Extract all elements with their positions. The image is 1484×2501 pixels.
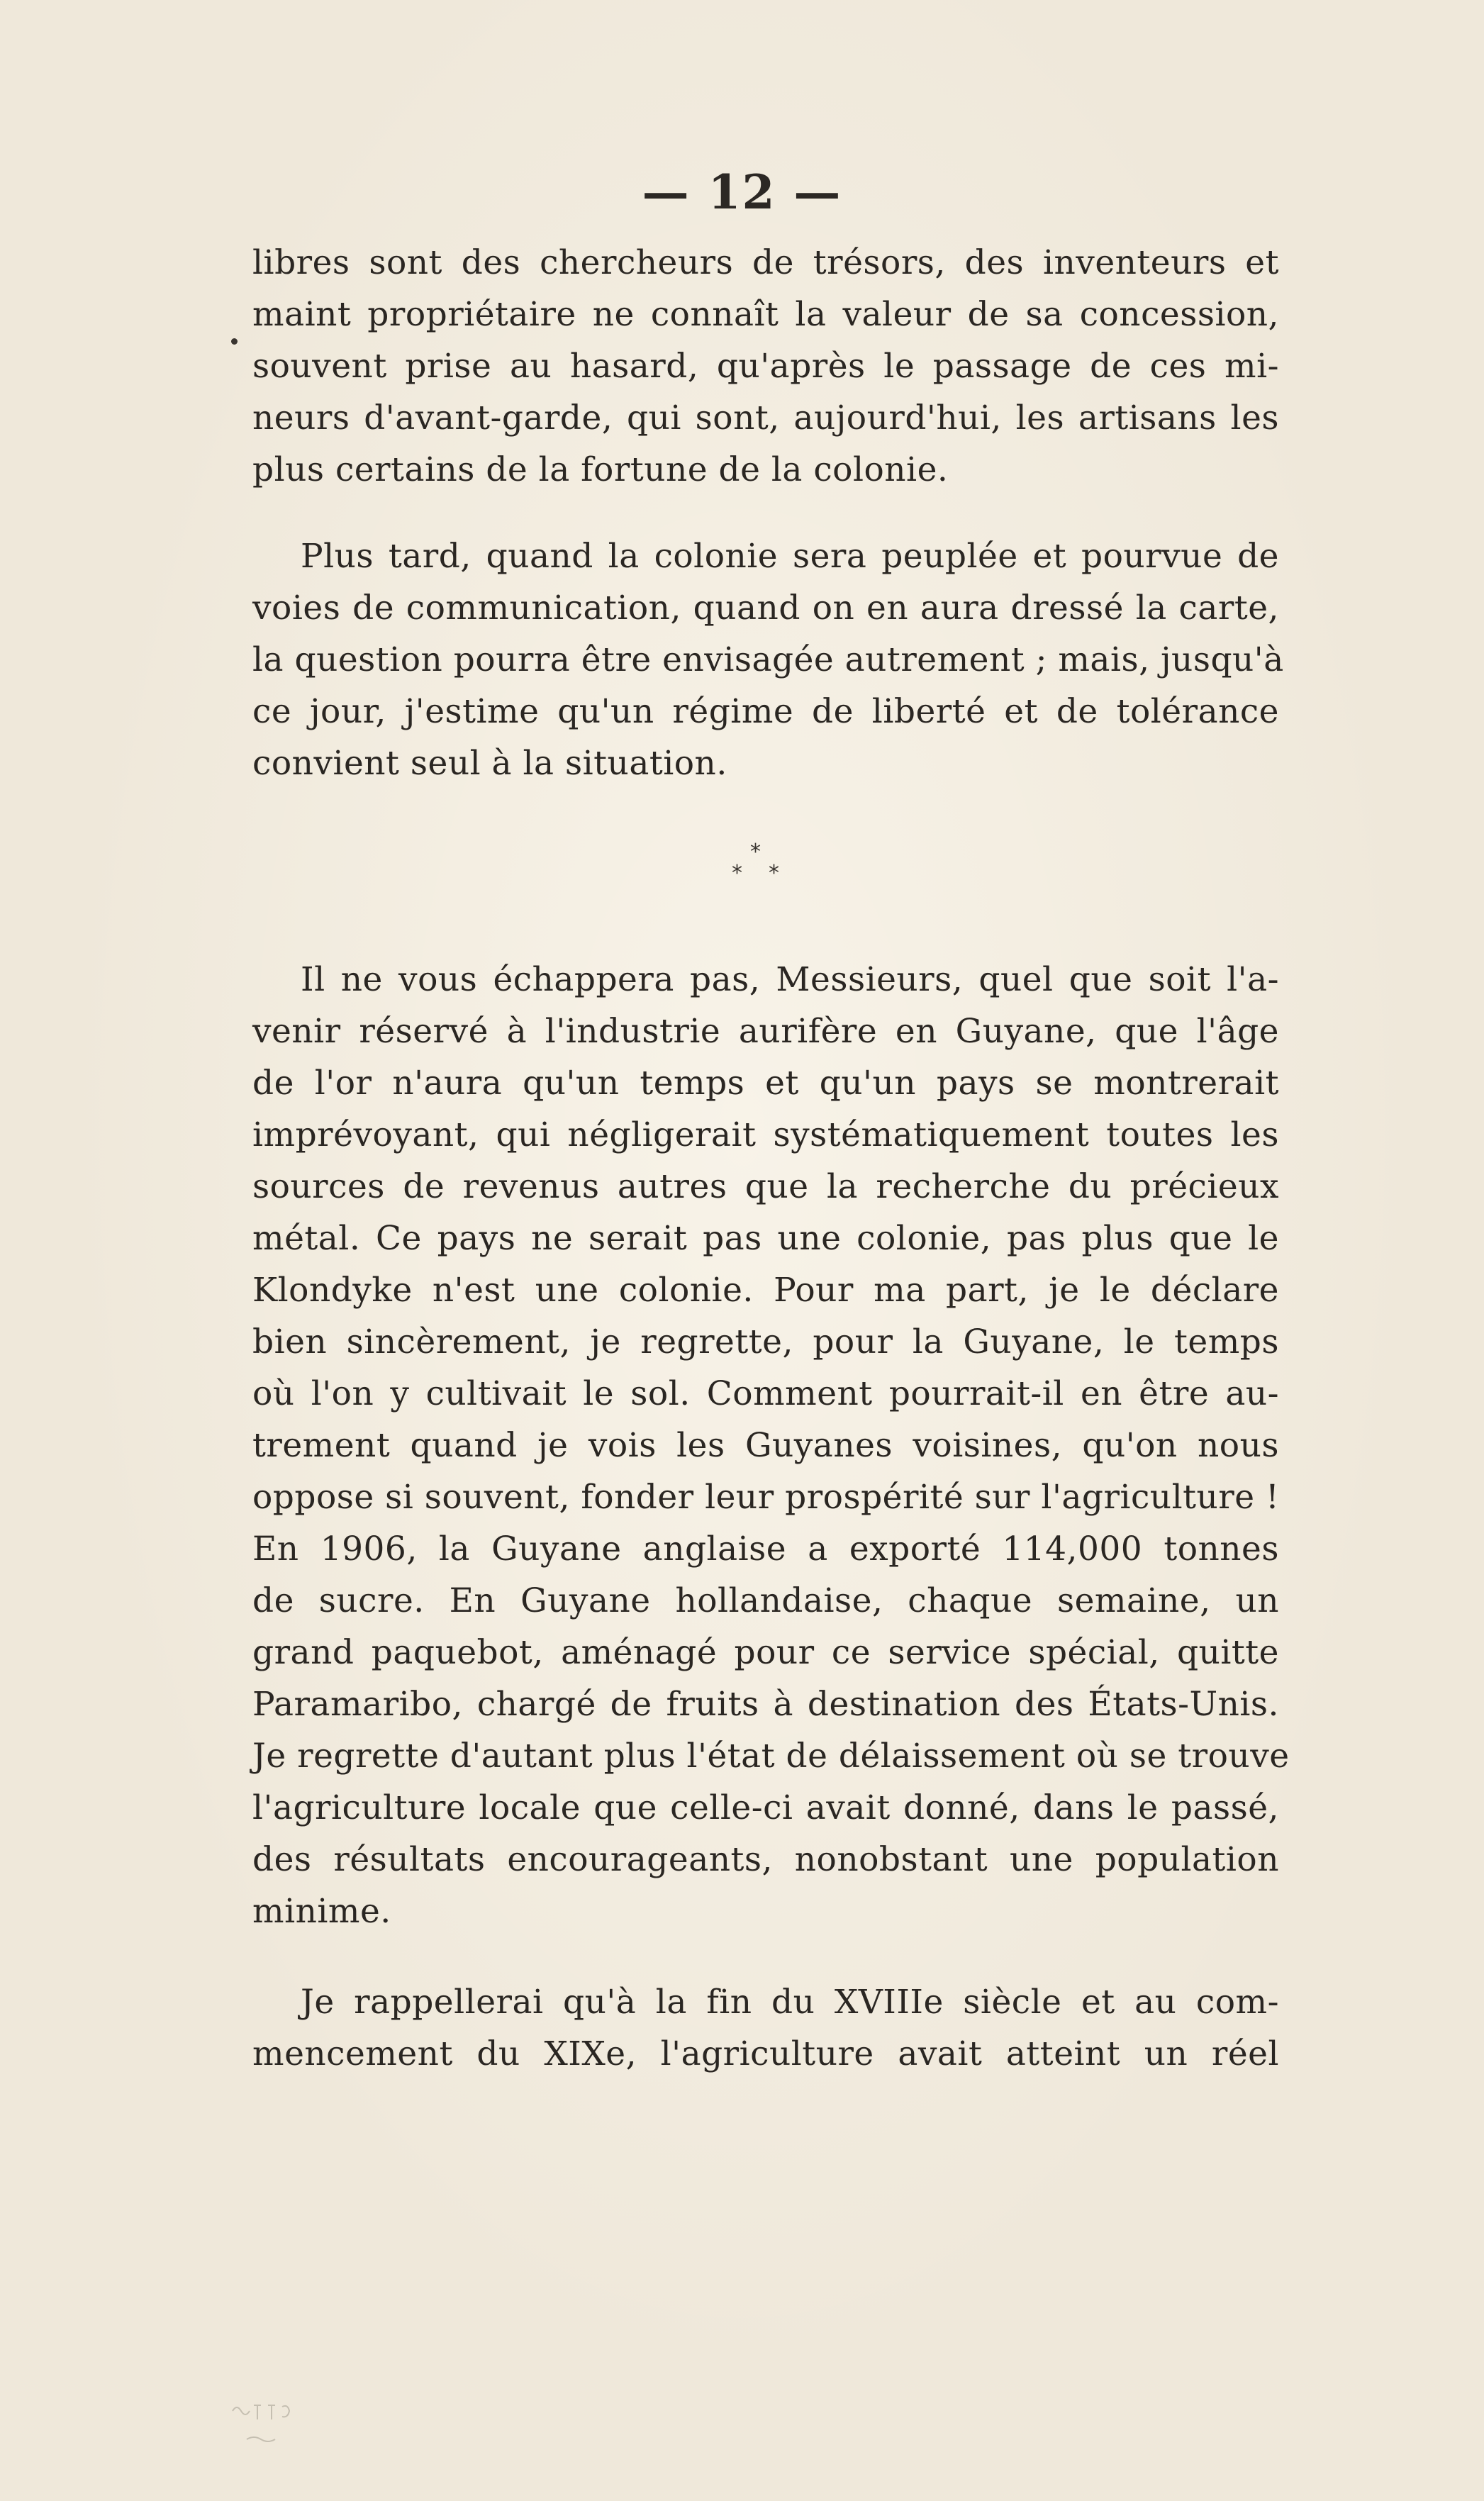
text-line: la question pourra être envisagée autrement ; mais, jusqu'à (252, 640, 1284, 679)
text-line: trement quand je vois les Guyanes voisines, qu'on nous (252, 1426, 1279, 1465)
text-line: souvent prise au hasard, qu'après le passage de ces mi- (252, 347, 1279, 386)
text-line: libres sont des chercheurs de trésors, des inventeurs et (252, 243, 1279, 282)
paragraph-2 (252, 530, 1284, 789)
text-line: ce jour, j'estime qu'un régime de liberté et de tolérance (252, 692, 1279, 731)
text-line: Klondyke n'est une colonie. Pour ma part, je le déclare (252, 1271, 1279, 1310)
text-line: plus certains de la fortune de la colonie. (252, 450, 949, 489)
paragraph-4 (252, 1976, 1279, 2080)
text-line: bien sincèrement, je regrette, pour la Guyane, le temps (252, 1322, 1279, 1361)
text-line: maint propriétaire ne connaît la valeur de sa concession, (252, 295, 1279, 334)
text-line: Il ne vous échappera pas, Messieurs, quel que soit l'a- (301, 960, 1279, 999)
text-line: l'agriculture locale que celle-ci avait donné, dans le passé, (252, 1788, 1279, 1827)
section-break-asterism (716, 840, 801, 910)
asterisk: * (750, 840, 761, 864)
text-line: métal. Ce pays ne serait pas une colonie, pas plus que le (252, 1219, 1279, 1258)
text-line: neurs d'avant-garde, qui sont, aujourd'hui, les artisans les (252, 399, 1279, 438)
margin-mark (231, 338, 238, 345)
text-line: voies de communication, quand on en aura dressé la carte, (252, 589, 1279, 628)
library-stamp-mark (225, 2390, 332, 2468)
text-line: convient seul à la situation. (252, 744, 727, 783)
paragraph-1 (252, 237, 1279, 496)
text-line: sources de revenus autres que la recherche du précieux (252, 1167, 1279, 1206)
text-line: Plus tard, quand la colonie sera peuplée et pourvue de (301, 537, 1279, 576)
text-line: Paramaribo, chargé de fruits à destination des États-Unis. (252, 1685, 1279, 1724)
text-line: où l'on y cultivait le sol. Comment pourrait-il en être au- (252, 1374, 1279, 1413)
text-line: En 1906, la Guyane anglaise a exporté 114,000 tonnes (252, 1530, 1279, 1569)
text-line: imprévoyant, qui négligerait systématiquement toutes les (252, 1115, 1279, 1154)
paragraph-3 (252, 954, 1290, 1937)
text-line: des résultats encourageants, nonobstant une population (252, 1840, 1279, 1879)
text-line: mencement du XIXe, l'agriculture avait atteint un réel (252, 2034, 1279, 2073)
text-line: Je regrette d'autant plus l'état de délaissement où se trouve (252, 1737, 1290, 1776)
page-number: — 12 — (642, 165, 842, 220)
text-line: venir réservé à l'industrie aurifère en Guyane, que l'âge (252, 1012, 1279, 1051)
text-line: de sucre. En Guyane hollandaise, chaque semaine, un (252, 1581, 1279, 1620)
text-line: grand paquebot, aménagé pour ce service spécial, quitte (252, 1633, 1279, 1672)
text-line: Je rappellerai qu'à la fin du XVIIIe siècle et au com- (301, 1983, 1279, 2022)
asterisk: * (732, 861, 742, 886)
text-line: oppose si souvent, fonder leur prospérité sur l'agriculture ! (252, 1478, 1280, 1517)
asterisk: * (769, 861, 779, 886)
text-line: minime. (252, 1892, 391, 1931)
text-line: de l'or n'aura qu'un temps et qu'un pays se montrerait (252, 1064, 1279, 1103)
